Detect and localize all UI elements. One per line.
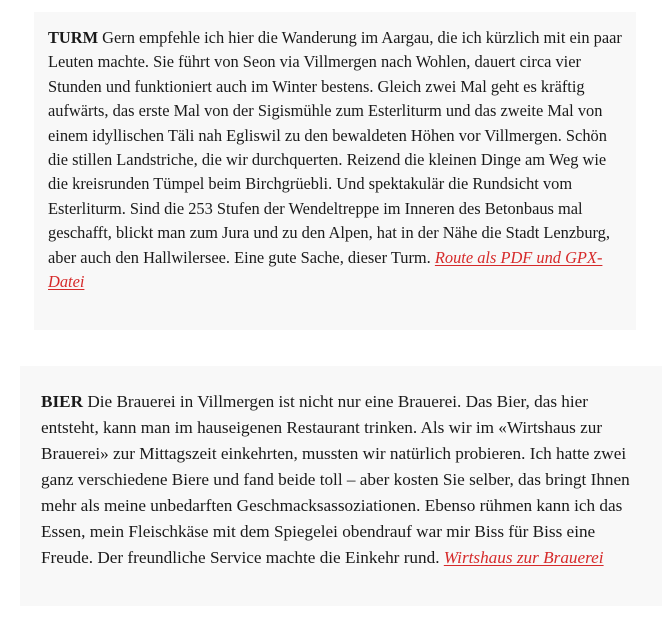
bier-keyword: BIER: [41, 392, 84, 411]
turm-keyword: TURM: [48, 28, 99, 47]
turm-paragraph: [48, 26, 624, 294]
route-pdf-gpx-link[interactable]: Route als PDF und GPX-Datei: [48, 247, 603, 292]
bier-body-text: Die Brauerei in Villmergen ist nicht nur eine Brauerei. Das Bier, das hier entsteht, kann man im hauseigenen Restaurant trinken. Als wir im «Wirtshaus zur Brauerei» zur Mittagszeit einkehrten, mussten wir natürlich probieren. Ich hatte zwei ganz verschiedene Biere und fand beide toll – aber kosten Sie selber, das bringt Ihnen mehr als meine unbedarften Geschmacksassoziationen. Ebenso rühmen kann ich das Essen, mein Fleischkäse mit dem Spiegelei obendrauf war mir Biss für Biss eine Freude. Der freundliche Service machte die Einkehr rund.: [41, 392, 630, 567]
bier-section: [20, 366, 662, 606]
bier-paragraph: [41, 389, 648, 571]
turm-section: [34, 12, 636, 330]
wirtshaus-link[interactable]: Wirtshaus zur Brauerei: [443, 548, 604, 567]
turm-body-text: Gern empfehle ich hier die Wanderung im Aargau, die ich kürzlich mit ein paar Leuten machte. Sie führt von Seon via Villmergen nach Wohlen, dauert circa vier Stunden und funktioniert auch im Winter bestens. Gleich zwei Mal geht es kräftig aufwärts, das erste Mal von der Sigismühle zum Esterliturm und das zweite Mal von einem idyllischen Täli nah Egliswil zu den bewaldeten Höhen vor Villmergen. Schön die stillen Landstriche, die wir durchquerten. Reizend die kleinen Dinge am Weg wie die kreisrunden Tümpel beim Birchgrüebli. Und spektakulär die Rundsicht vom Esterliturm. Sind die 253 Stufen der Wendeltreppe im Inneren des Betonbaus mal geschafft, blickt man zum Jura und zu den Alpen, hat in der Nähe die Stadt Lenzburg, aber auch den Hallwilersee. Eine gute Sache, dieser Turm.: [48, 28, 622, 267]
